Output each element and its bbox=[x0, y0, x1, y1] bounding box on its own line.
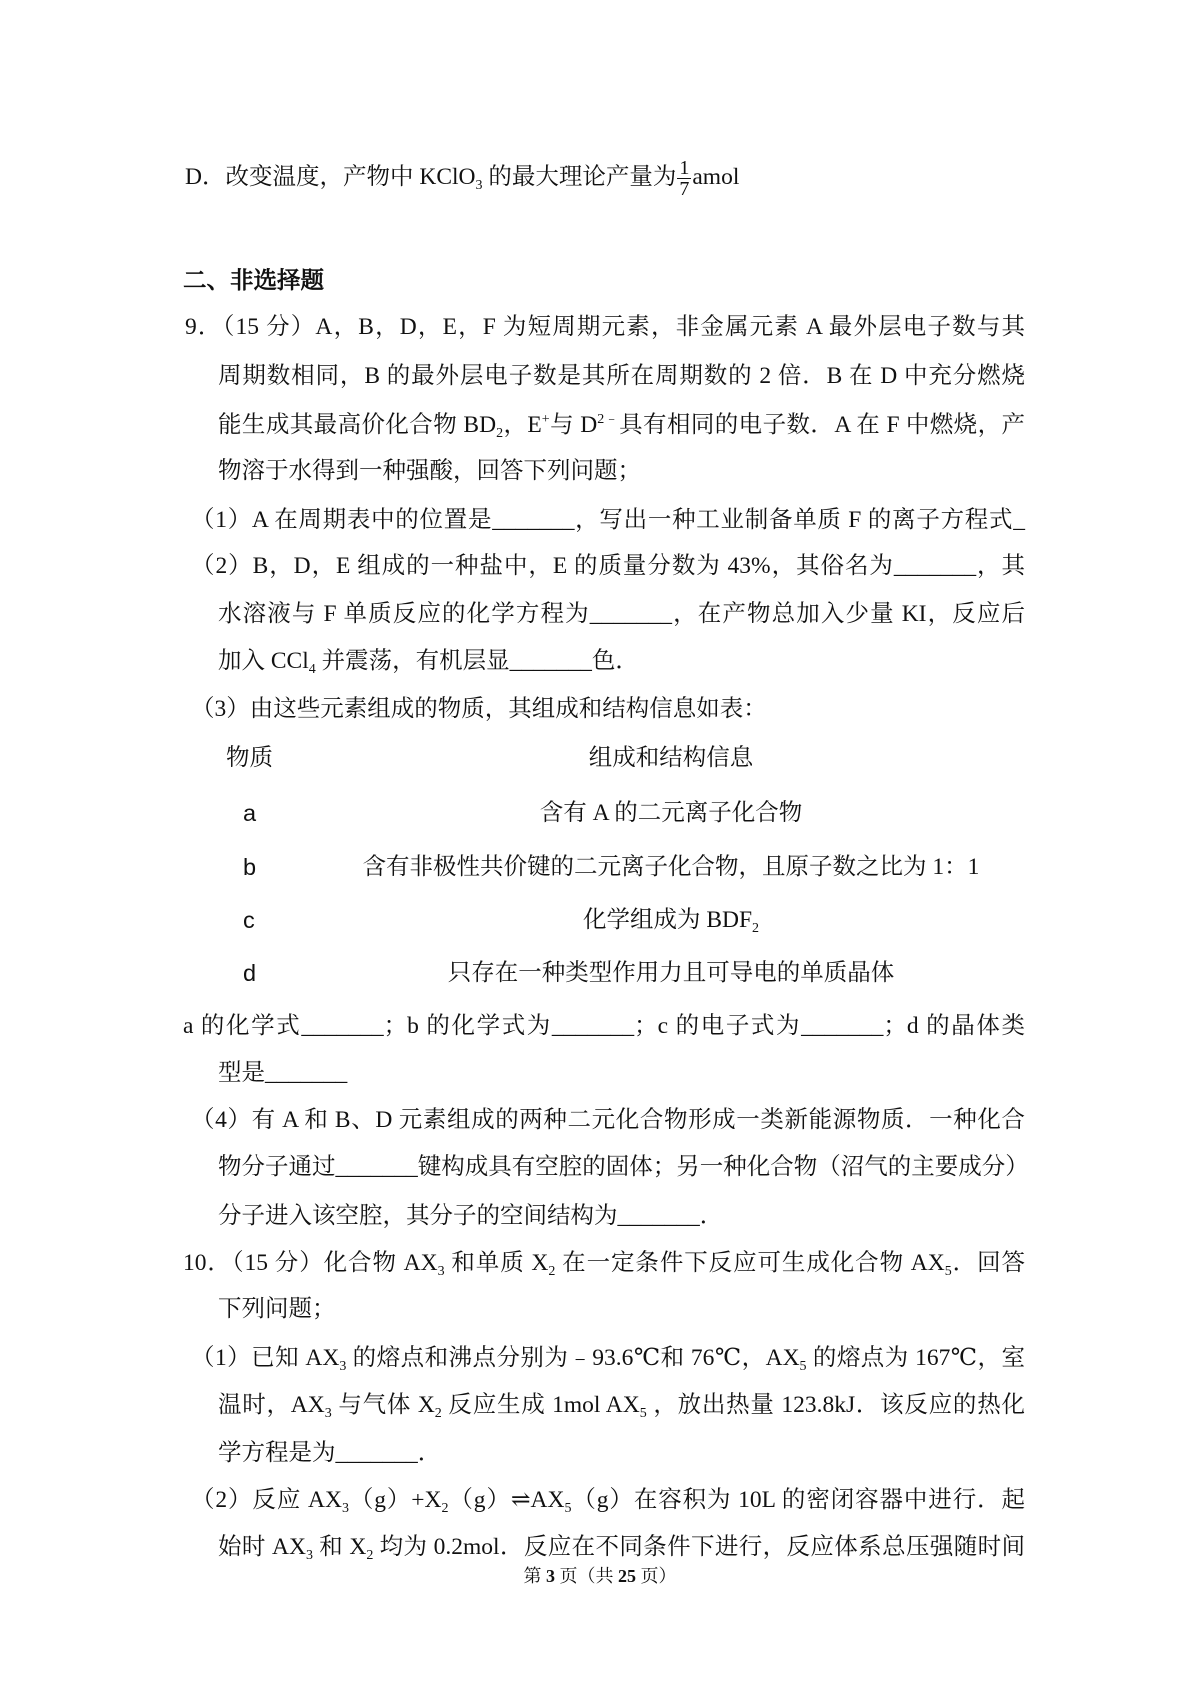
page-footer bbox=[0, 1562, 1200, 1588]
text-run: 的熔点和沸点分别为﹣93.6℃和 76℃，AX bbox=[346, 1345, 800, 1371]
text-run: （1）A 在周期表中的位置是_______，写出一种工业制备单质 F 的离子方程式_ bbox=[191, 507, 1025, 533]
q9-2-line3 bbox=[218, 646, 639, 676]
subscript: 2 bbox=[441, 1501, 449, 1516]
text-run: 并震荡，有机层显_______色． bbox=[315, 648, 639, 674]
subscript: 3 bbox=[437, 1264, 445, 1279]
text-run: 只存在一种类型作用力且可导电的单质晶体 bbox=[447, 960, 895, 986]
text-run: （g）⇌AX bbox=[448, 1487, 565, 1513]
fraction bbox=[677, 158, 691, 199]
q9-line2 bbox=[218, 361, 1025, 391]
text-run: 周期数相同，B 的最外层电子数是其所在周期数的 2 倍．B 在 D 中充分燃烧 bbox=[218, 363, 1025, 389]
section-title: 二、非选择题 bbox=[183, 268, 324, 294]
subscript: 3 bbox=[341, 1501, 349, 1516]
text-run: 和单质 X bbox=[444, 1250, 549, 1276]
table-header-info: 组成和结构信息 bbox=[588, 745, 754, 771]
subscript: 2 bbox=[496, 426, 504, 441]
q10-1-line3 bbox=[218, 1438, 441, 1468]
table-cell-substance: c bbox=[243, 907, 255, 933]
text-run: 物溶于水得到一种强酸，回答下列问题； bbox=[218, 458, 641, 484]
q9-4-line2 bbox=[218, 1152, 1029, 1182]
subscript: 2 bbox=[366, 1548, 374, 1563]
fraction-numerator: 1 bbox=[679, 157, 690, 179]
text-run: 分子进入该空腔，其分子的空间结构为_______． bbox=[218, 1203, 724, 1229]
text-run: 具有相同的电子数．A 在 F 中燃烧，产 bbox=[619, 412, 1025, 438]
text-run: 9．（15 分）A，B，D，E，F 为短周期元素，非金属元素 A 最外层电子数与其 bbox=[185, 314, 1025, 340]
text-run: 的熔点为 167℃，室 bbox=[806, 1345, 1025, 1371]
subscript: 5 bbox=[639, 1406, 647, 1421]
text-run: 与气体 X bbox=[331, 1392, 435, 1418]
subscript: 2 bbox=[548, 1264, 556, 1279]
q9-4-line3 bbox=[218, 1201, 723, 1231]
q9-3-answers-line2 bbox=[218, 1058, 347, 1088]
table-cell-info bbox=[321, 958, 1021, 988]
text-run: 始时 AX bbox=[218, 1534, 306, 1560]
q10-2-line2 bbox=[218, 1532, 1025, 1562]
text-run: 反应生成 1mol AX bbox=[441, 1392, 640, 1418]
text-run: a 的化学式_______；b 的化学式为_______；c 的电子式为_______；d 的晶体类 bbox=[183, 1013, 1025, 1039]
subscript: 2 bbox=[434, 1406, 442, 1421]
text-run: （3）由这些元素组成的物质，其组成和结构信息如表： bbox=[191, 696, 767, 722]
subscript: 4 bbox=[308, 662, 316, 677]
text-run: （g）在容积为 10L 的密闭容器中进行．起 bbox=[571, 1487, 1025, 1513]
table-cell-substance: a bbox=[243, 800, 257, 826]
footer-suffix: 页） bbox=[636, 1566, 677, 1586]
q9-2-line1 bbox=[191, 551, 1025, 581]
text-run: （2）反应 AX bbox=[191, 1487, 342, 1513]
text-run: 能生成其最高价化合物 BD bbox=[218, 412, 497, 438]
text-run: （g）+X bbox=[348, 1487, 442, 1513]
text-run: 加入 CCl bbox=[218, 648, 309, 674]
text-run: 10．（15 分）化合物 AX bbox=[183, 1250, 438, 1276]
footer-prefix: 第 bbox=[523, 1566, 546, 1586]
text-run: ．回答 bbox=[951, 1250, 1025, 1276]
total-pages: 25 bbox=[618, 1566, 636, 1586]
text-run: 型是_______ bbox=[218, 1060, 348, 1086]
table-cell-info bbox=[321, 852, 1021, 882]
text-run: 化学组成为 BDF bbox=[582, 907, 753, 933]
section-heading bbox=[183, 266, 324, 296]
q10-line1 bbox=[183, 1248, 1025, 1278]
table-cell-info bbox=[321, 905, 1021, 935]
table-cell-substance: b bbox=[243, 854, 257, 880]
table-cell-substance: d bbox=[243, 960, 257, 986]
subscript: 3 bbox=[475, 177, 483, 193]
q9-1 bbox=[191, 505, 1025, 535]
q9-4-line1 bbox=[191, 1105, 1025, 1135]
q9-line1 bbox=[185, 312, 1025, 342]
text-run: （2）B，D，E 组成的一种盐中，E 的质量分数为 43%，其俗名为_______，其 bbox=[191, 553, 1025, 579]
text-run: 在一定条件下反应可生成化合物 AX bbox=[555, 1250, 945, 1276]
text-run: 的最大理论产量为 bbox=[482, 163, 677, 190]
q10-1-line2 bbox=[218, 1390, 1025, 1420]
superscript: 2﹣ bbox=[597, 412, 620, 427]
text-run: D．改变温度，产物中 KClO bbox=[185, 163, 476, 190]
subscript: 2 bbox=[752, 921, 760, 936]
current-page: 3 bbox=[546, 1566, 555, 1586]
subscript: 5 bbox=[799, 1359, 807, 1374]
q9-3-answers-line1 bbox=[183, 1011, 1025, 1041]
fraction-denominator: 7 bbox=[679, 178, 690, 200]
subscript: 3 bbox=[305, 1548, 313, 1563]
text-run: 含有非极性共价键的二元离子化合物，且原子数之比为 1：1 bbox=[362, 854, 980, 880]
q9-line3 bbox=[218, 410, 1025, 440]
q9-2-line2 bbox=[218, 599, 1025, 629]
q9-line4 bbox=[218, 456, 641, 486]
subscript: 5 bbox=[564, 1501, 572, 1516]
text-run: 下列问题； bbox=[218, 1296, 336, 1322]
text-run: ，E bbox=[503, 412, 542, 438]
q10-2-line1 bbox=[191, 1485, 1025, 1515]
footer-middle: 页（共 bbox=[555, 1566, 618, 1586]
text-run: （4）有 A 和 B、D 元素组成的两种二元化合物形成一类新能源物质．一种化合 bbox=[191, 1107, 1025, 1133]
option-d bbox=[185, 158, 739, 199]
q9-3 bbox=[191, 694, 767, 724]
subscript: 3 bbox=[339, 1359, 347, 1374]
q10-1-line1 bbox=[191, 1343, 1025, 1373]
superscript: + bbox=[541, 412, 550, 427]
text-run: 含有 A 的二元离子化合物 bbox=[539, 800, 803, 826]
text-run: 和 X bbox=[312, 1534, 367, 1560]
text-run: 水溶液与 F 单质反应的化学方程为_______，在产物总加入少量 KI，反应后 bbox=[218, 601, 1025, 627]
text-run: 学方程是为_______． bbox=[218, 1440, 442, 1466]
subscript: 3 bbox=[324, 1406, 332, 1421]
text-run: （1）已知 AX bbox=[191, 1345, 340, 1371]
subscript: 5 bbox=[944, 1264, 952, 1279]
text-run: 物分子通过_______键构成具有空腔的固体；另一种化合物（沼气的主要成分） bbox=[218, 1154, 1029, 1180]
text-run: 均为 0.2mol．反应在不同条件下进行，反应体系总压强随时间 bbox=[373, 1534, 1025, 1560]
text-run: 温时，AX bbox=[218, 1392, 325, 1418]
text-run: amol bbox=[692, 163, 740, 190]
table-cell-info bbox=[321, 798, 1021, 828]
table-header-substance: 物质 bbox=[226, 745, 273, 771]
q10-line2 bbox=[218, 1294, 336, 1324]
text-run: ，放出热量 123.8kJ．该反应的热化 bbox=[646, 1392, 1025, 1418]
text-run: 与 D bbox=[549, 412, 598, 438]
